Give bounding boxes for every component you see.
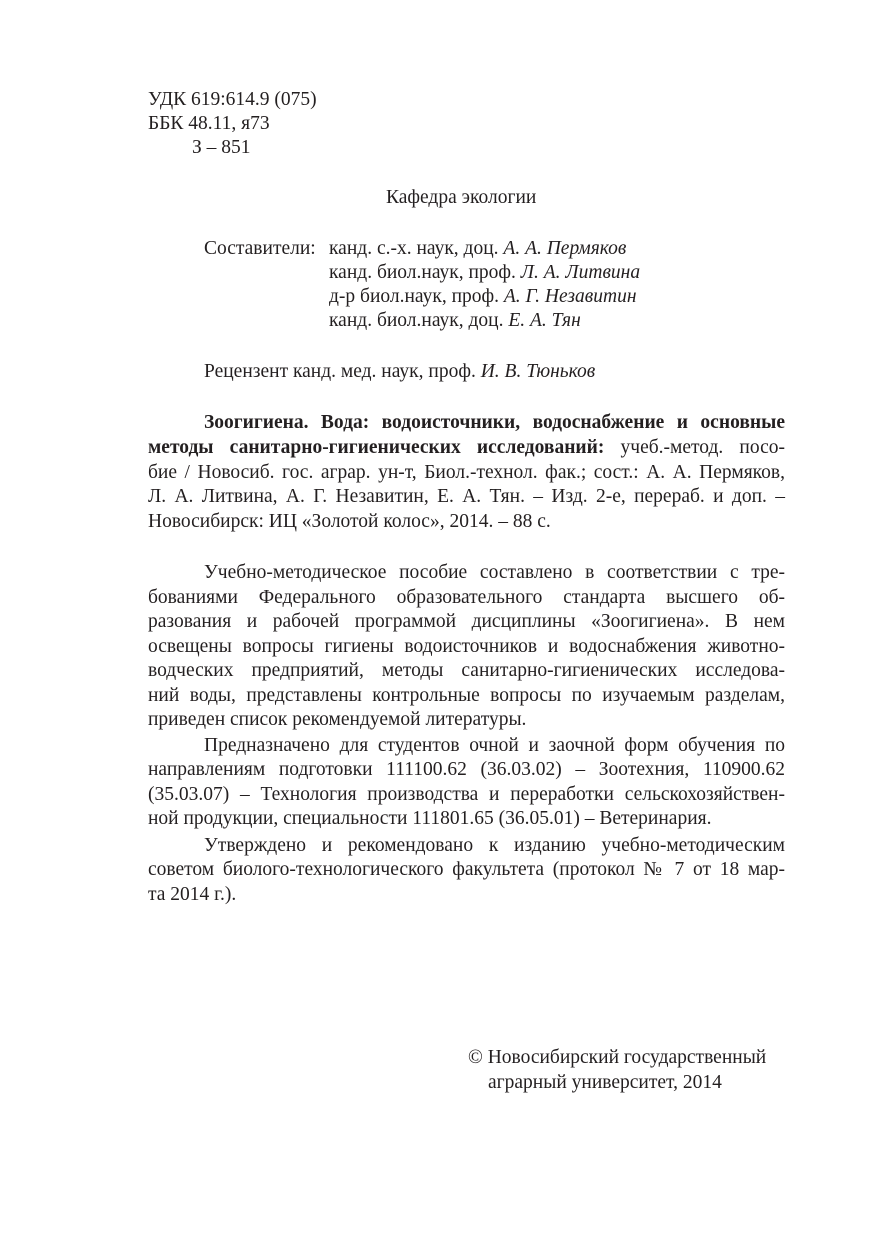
abstract-line: освещены вопросы гигиены водоисточников и водоснабжения животно- <box>148 636 785 657</box>
reviewer-label: Рецензент канд. мед. наук, проф. <box>204 361 476 382</box>
abstract-line: разования и рабочей программой дисциплины «Зоогигиена». В нем <box>148 611 785 632</box>
compiler-title: канд. биол.наук, проф. <box>329 262 516 283</box>
bibliography-line-2 <box>148 436 785 461</box>
abstract-line: водческих предприятий, методы санитарно-гигиенических исследова- <box>148 660 785 681</box>
compilers-label: Составители: <box>204 238 316 259</box>
author-mark: З – 851 <box>192 137 251 158</box>
compiler-2 <box>329 261 640 286</box>
purpose-line: направлениям подготовки 111100.62 (36.03.02) – Зоотехния, 110900.62 <box>148 759 785 780</box>
reviewer-name: И. В. Тюньков <box>480 361 596 382</box>
udk-code: УДК 619:614.9 (075) <box>148 89 317 110</box>
abstract-line: ний воды, представлены контрольные вопросы по изучаемым разделам, <box>148 685 785 706</box>
approval-line: Утверждено и рекомендовано к изданию учебно-методическим <box>204 835 785 856</box>
approval-line: советом биолого-технологического факультета (протокол № 7 от 18 мар- <box>148 859 785 880</box>
abstract-line: бованиями Федерального образовательного стандарта высшего об- <box>148 587 785 608</box>
compiler-name: Е. А. Тян <box>508 310 581 331</box>
approval-line: та 2014 г.). <box>148 884 237 905</box>
abstract-line: приведен список рекомендуемой литературы. <box>148 709 527 730</box>
bibliography-line-4: Л. А. Литвина, А. Г. Незавитин, Е. А. Тян. – Изд. 2-е, перераб. и доп. – <box>148 486 785 507</box>
compiler-title: канд. биол.наук, доц. <box>329 310 504 331</box>
compiler-title: канд. с.-х. наук, доц. <box>329 238 499 259</box>
copyright-line-1: © Новосибирский государственный <box>468 1047 767 1068</box>
department: Кафедра экологии <box>386 187 537 208</box>
bibliography-title-line: Зоогигиена. Вода: водоисточники, водоснабжение и основные <box>204 412 785 433</box>
compiler-name: А. Г. Незавитин <box>503 286 637 307</box>
compiler-1 <box>329 237 626 262</box>
purpose-line: ной продукции, специальности 111801.65 (36.05.01) – Ветеринария. <box>148 808 712 829</box>
reviewer <box>204 360 595 385</box>
purpose-line: (35.03.07) – Технология производства и переработки сельскохозяйствен- <box>148 784 785 805</box>
compiler-3 <box>329 285 637 310</box>
abstract-line: Учебно-методическое пособие составлено в соответствии с тре- <box>204 562 785 583</box>
bbk-code: ББК 48.11, я73 <box>148 113 270 134</box>
bibliography-line-3: бие / Новосиб. гос. аграр. ун-т, Биол.-технол. фак.; сост.: А. А. Пермяков, <box>148 462 785 483</box>
compiler-title: д-р биол.наук, проф. <box>329 286 500 307</box>
compiler-name: Л. А. Литвина <box>520 262 641 283</box>
compiler-4 <box>329 309 581 334</box>
purpose-line: Предназначено для студентов очной и заочной форм обучения по <box>204 735 785 756</box>
bibliography-title-bold: методы санитарно-гигиенических исследований: <box>148 437 605 458</box>
compiler-name: А. А. Пермяков <box>503 238 627 259</box>
bibliography-line-5: Новосибирск: ИЦ «Золотой колос», 2014. – 88 с. <box>148 511 551 532</box>
copyright-line-2: аграрный университет, 2014 <box>488 1072 722 1093</box>
bibliography-subtitle: учеб.-метод. посо- <box>620 437 785 458</box>
